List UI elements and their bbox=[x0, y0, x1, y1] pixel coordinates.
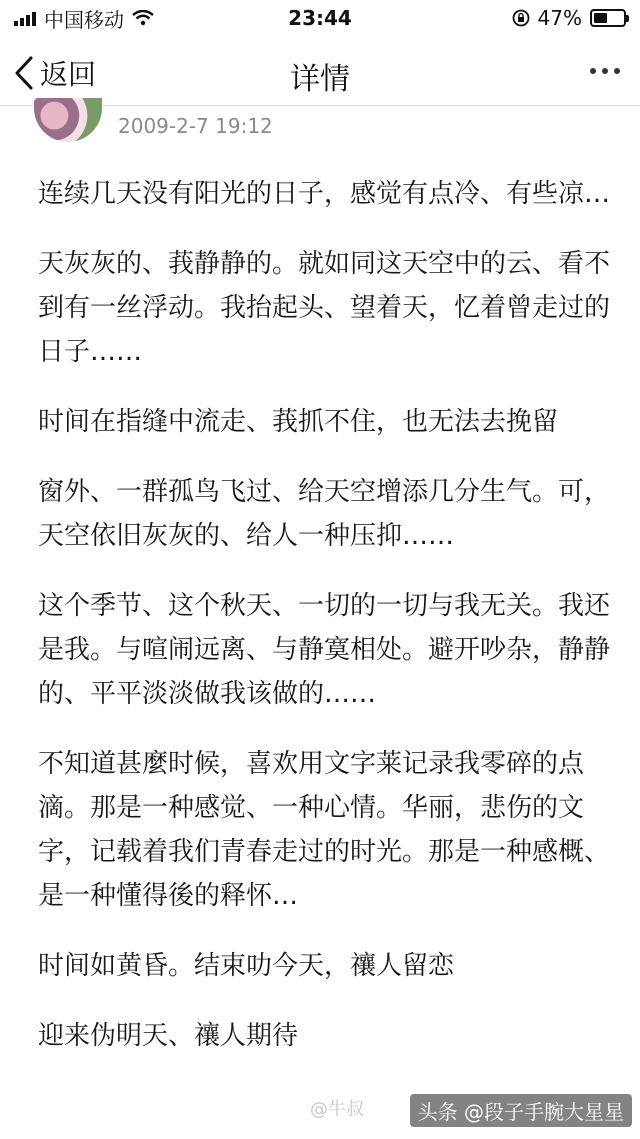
paragraph: 时间如黄昏。结束叻今天，禳人留恋 bbox=[38, 951, 455, 981]
center-watermark: @牛叔 bbox=[310, 1099, 364, 1120]
post-content bbox=[38, 172, 610, 1084]
battery-icon bbox=[590, 9, 626, 27]
carrier-label: 中国移动 bbox=[44, 7, 124, 32]
paragraph: 迎来伪明天、禳人期待 bbox=[38, 1021, 299, 1051]
wifi-icon bbox=[132, 10, 154, 26]
battery-percent: 47% bbox=[537, 6, 582, 30]
status-bar bbox=[0, 0, 640, 36]
status-right bbox=[512, 6, 626, 30]
status-left bbox=[14, 4, 154, 33]
battery-fill bbox=[594, 13, 607, 23]
page-title: 详情 bbox=[290, 62, 350, 97]
paragraph: 连续几天没有阳光的日子，感觉有点冷、有些凉… bbox=[38, 179, 611, 209]
corner-watermark: 头条 @段子手腕大星星 bbox=[410, 1094, 632, 1127]
signal-icon bbox=[14, 10, 36, 26]
back-label: 返回 bbox=[40, 58, 97, 91]
navigation-bar bbox=[0, 40, 640, 106]
clock-time: 23:44 bbox=[288, 6, 352, 30]
paragraph: 这个季节、这个秋天、一切的一切与我无关。我还是我。与喧闹远离、与静寞相处。避开吵杂，静静的、平平淡淡做我该做的…… bbox=[38, 591, 611, 709]
lock-rotation-icon bbox=[512, 9, 530, 27]
paragraph: 窗外、一群孤鸟飞过、给天空增添几分生气。可，天空依旧灰灰的、给人一种压抑…… bbox=[38, 477, 611, 551]
paragraph: 时间在指缝中流走、莪抓不住，也无法去挽留 bbox=[38, 407, 559, 437]
paragraph: 天灰灰的、莪静静的。就如同这天空中的云、看不到有一丝浮动。我抬起头、望着天，忆着曾走过的日子…… bbox=[38, 249, 611, 367]
avatar[interactable] bbox=[34, 98, 102, 142]
more-icon[interactable] bbox=[590, 68, 620, 74]
paragraph: 不知道甚麼时候，喜欢用文字莱记录我零碎的点滴。那是一种感觉、一种心情。华丽，悲伤的文字，记载着我们青春走过的时光。那是一种感概、是一种懂得後的释怀… bbox=[38, 749, 611, 911]
post-date: 2009-2-7 19:12 bbox=[118, 114, 273, 138]
post-header bbox=[0, 106, 640, 150]
